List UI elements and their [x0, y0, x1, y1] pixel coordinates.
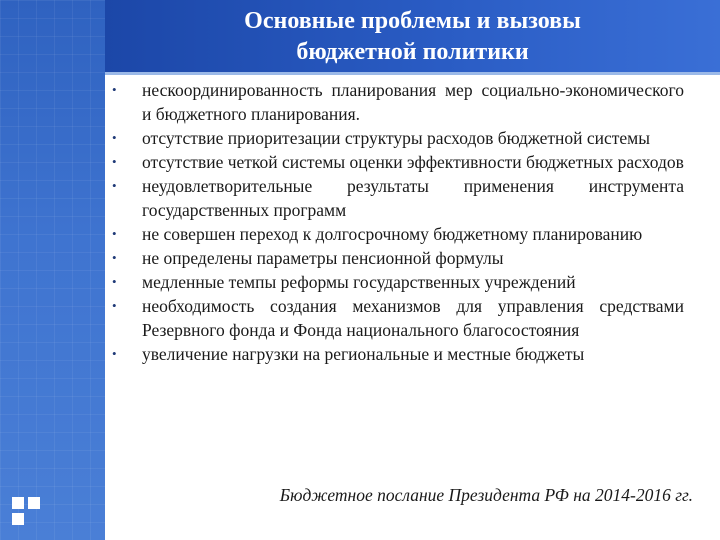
list-item — [112, 78, 684, 126]
list-item — [112, 150, 684, 174]
problems-list — [112, 78, 684, 366]
source-citation: Бюджетное послание Президента РФ на 2014-2016 гг. — [279, 485, 693, 505]
list-item — [112, 174, 684, 222]
bullet-icon: • — [112, 346, 117, 361]
list-item-text: нескоординированность планирования мер социально-экономического и бюджетного планирования. — [142, 80, 684, 124]
slide-title-line-1: Основные проблемы и вызовы — [244, 8, 581, 34]
bullet-icon: • — [112, 82, 117, 97]
slide-title-line-2: бюджетной политики — [296, 39, 529, 65]
list-item — [112, 342, 684, 366]
sidebar-panel — [0, 0, 105, 540]
bullet-icon: • — [112, 226, 117, 241]
list-item — [112, 270, 684, 294]
header-divider — [105, 72, 720, 75]
sidebar-grid-pattern — [0, 0, 105, 540]
slide-title — [105, 6, 720, 68]
list-item — [112, 246, 684, 270]
list-item-text: не совершен переход к долгосрочному бюджетному планированию — [142, 224, 643, 244]
bullet-icon: • — [112, 178, 117, 193]
list-item-text: не определены параметры пенсионной формулы — [142, 248, 504, 268]
bullet-icon: • — [112, 250, 117, 265]
list-item — [112, 126, 684, 150]
logo-block — [12, 497, 24, 509]
list-item-text: отсутствие четкой системы оценки эффективности бюджетных расходов — [142, 152, 684, 172]
bullet-icon: • — [112, 154, 117, 169]
bullet-icon: • — [112, 274, 117, 289]
logo-block — [28, 497, 40, 509]
list-item — [112, 222, 684, 246]
list-item-text: отсутствие приоритезации структуры расходов бюджетной системы — [142, 128, 651, 148]
list-item-text: необходимость создания механизмов для управления средствами Резервного фонда и Фонда национального благосостояния — [142, 296, 684, 340]
list-item-text: неудовлетворительные результаты применения инструмента государственных программ — [142, 176, 684, 220]
list-item-text: медленные темпы реформы государственных учреждений — [142, 272, 576, 292]
bullet-icon: • — [112, 130, 117, 145]
logo-blocks-icon — [12, 497, 46, 531]
logo-block — [12, 513, 24, 525]
bullet-icon: • — [112, 298, 117, 313]
list-item-text: увеличение нагрузки на региональные и местные бюджеты — [142, 344, 585, 364]
list-item — [112, 294, 684, 342]
